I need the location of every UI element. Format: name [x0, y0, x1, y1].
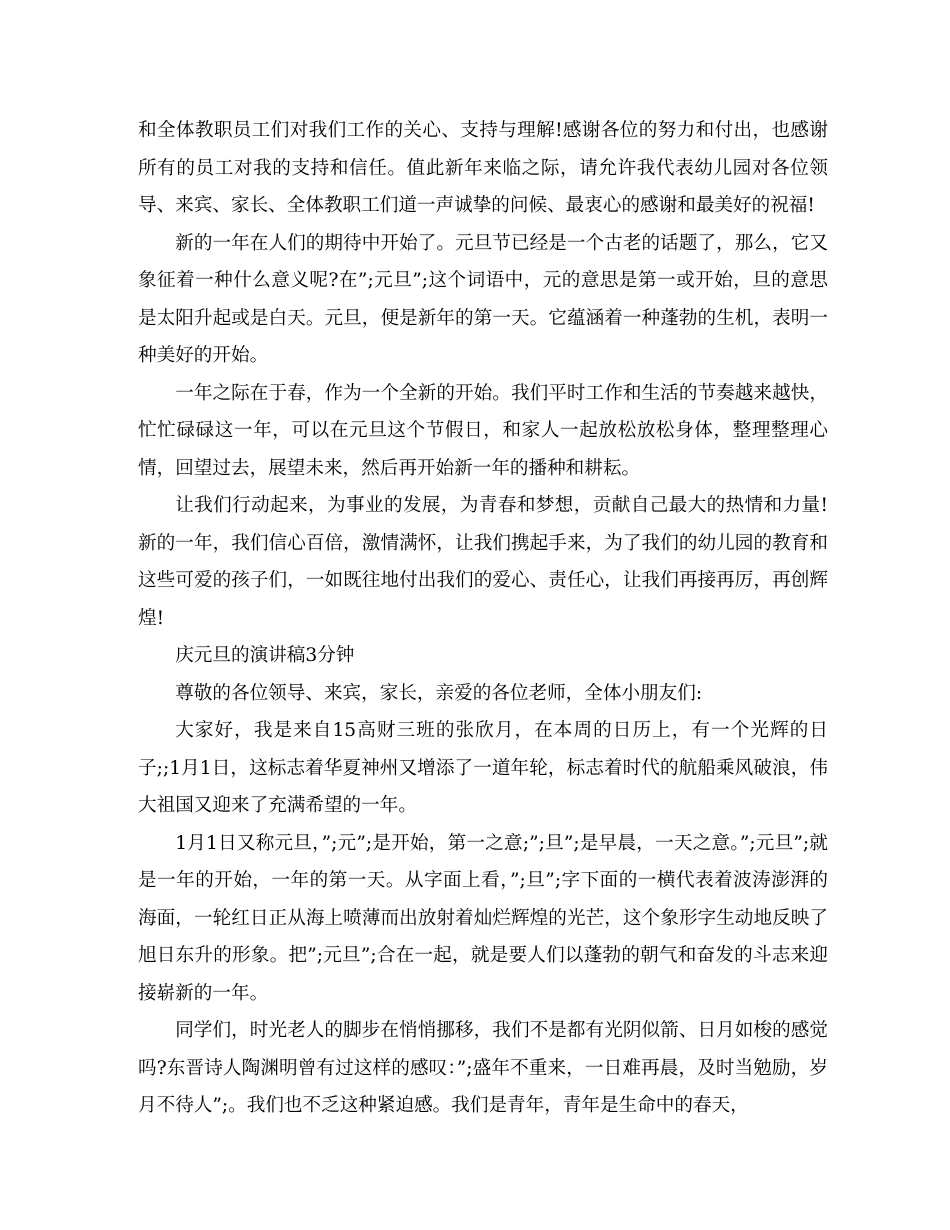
paragraph: 同学们，时光老人的脚步在悄悄挪移，我们不是都有光阴似箭、日月如梭的感觉吗?东晋诗人陶渊明曾有过这样的感叹：”;盛年不重来，一日难再晨，及时当勉励，岁月不待人”;。我们也不乏这种紧迫感。我们是青年，青年是生命中的春天，: [138, 1020, 828, 1116]
paragraph: 1月1日又称元旦，”;元”;是开始，第一之意;”;旦”;是早晨，一天之意。”;元旦”;就是一年的开始，一年的第一天。从字面上看，”;旦”;字下面的一横代表着波涛澎湃的海面，一轮红日正从海上喷薄而出放射着灿烂辉煌的光芒，这个象形字生动地反映了旭日东升的形象。把”;元旦”;合在一起，就是要人们以蓬勃的朝气和奋发的斗志来迎接崭新的一年。: [138, 832, 828, 1004]
paragraph: 和全体教职员工们对我们工作的关心、支持与理解!感谢各位的努力和付出，也感谢所有的员工对我的支持和信任。值此新年来临之际，请允许我代表幼儿园对各位领导、来宾、家长、全体教职工们道一声诚挚的问候、最衷心的感谢和最美好的祝福!: [138, 120, 828, 216]
salutation: 尊敬的各位领导、来宾，家长，亲爱的各位老师，全体小朋友们:: [175, 682, 703, 704]
paragraph: 新的一年在人们的期待中开始了。元旦节已经是一个古老的话题了，那么，它又象征着一种什么意义呢?在”;元旦”;这个词语中，元的意思是第一或开始，旦的意思是太阳升起或是白天。元旦，便是新年的第一天。它蕴涵着一种蓬勃的生机，表明一种美好的开始。: [138, 232, 828, 366]
paragraph: 让我们行动起来，为事业的发展，为青春和梦想，贡献自己最大的热情和力量!新的一年，我们信心百倍，激情满怀，让我们携起手来，为了我们的幼儿园的教育和这些可爱的孩子们，一如既往地付出我们的爱心、责任心，让我们再接再厉，再创辉煌!: [138, 495, 828, 629]
paragraph: 一年之际在于春，作为一个全新的开始。我们平时工作和生活的节奏越来越快，忙忙碌碌这一年，可以在元旦这个节假日，和家人一起放松放松身体，整理整理心情，回望过去，展望未来，然后再开始新一年的播种和耕耘。: [138, 382, 828, 479]
document-body: [138, 112, 828, 1125]
paragraph: 大家好，我是来自15高财三班的张欣月，在本周的日历上，有一个光辉的日子;;1月1日，这标志着华夏神州又增添了一道年轮，标志着时代的航船乘风破浪，伟大祖国又迎来了充满希望的一年。: [138, 720, 828, 816]
section-heading: 庆元旦的演讲稿3分钟: [175, 645, 355, 666]
